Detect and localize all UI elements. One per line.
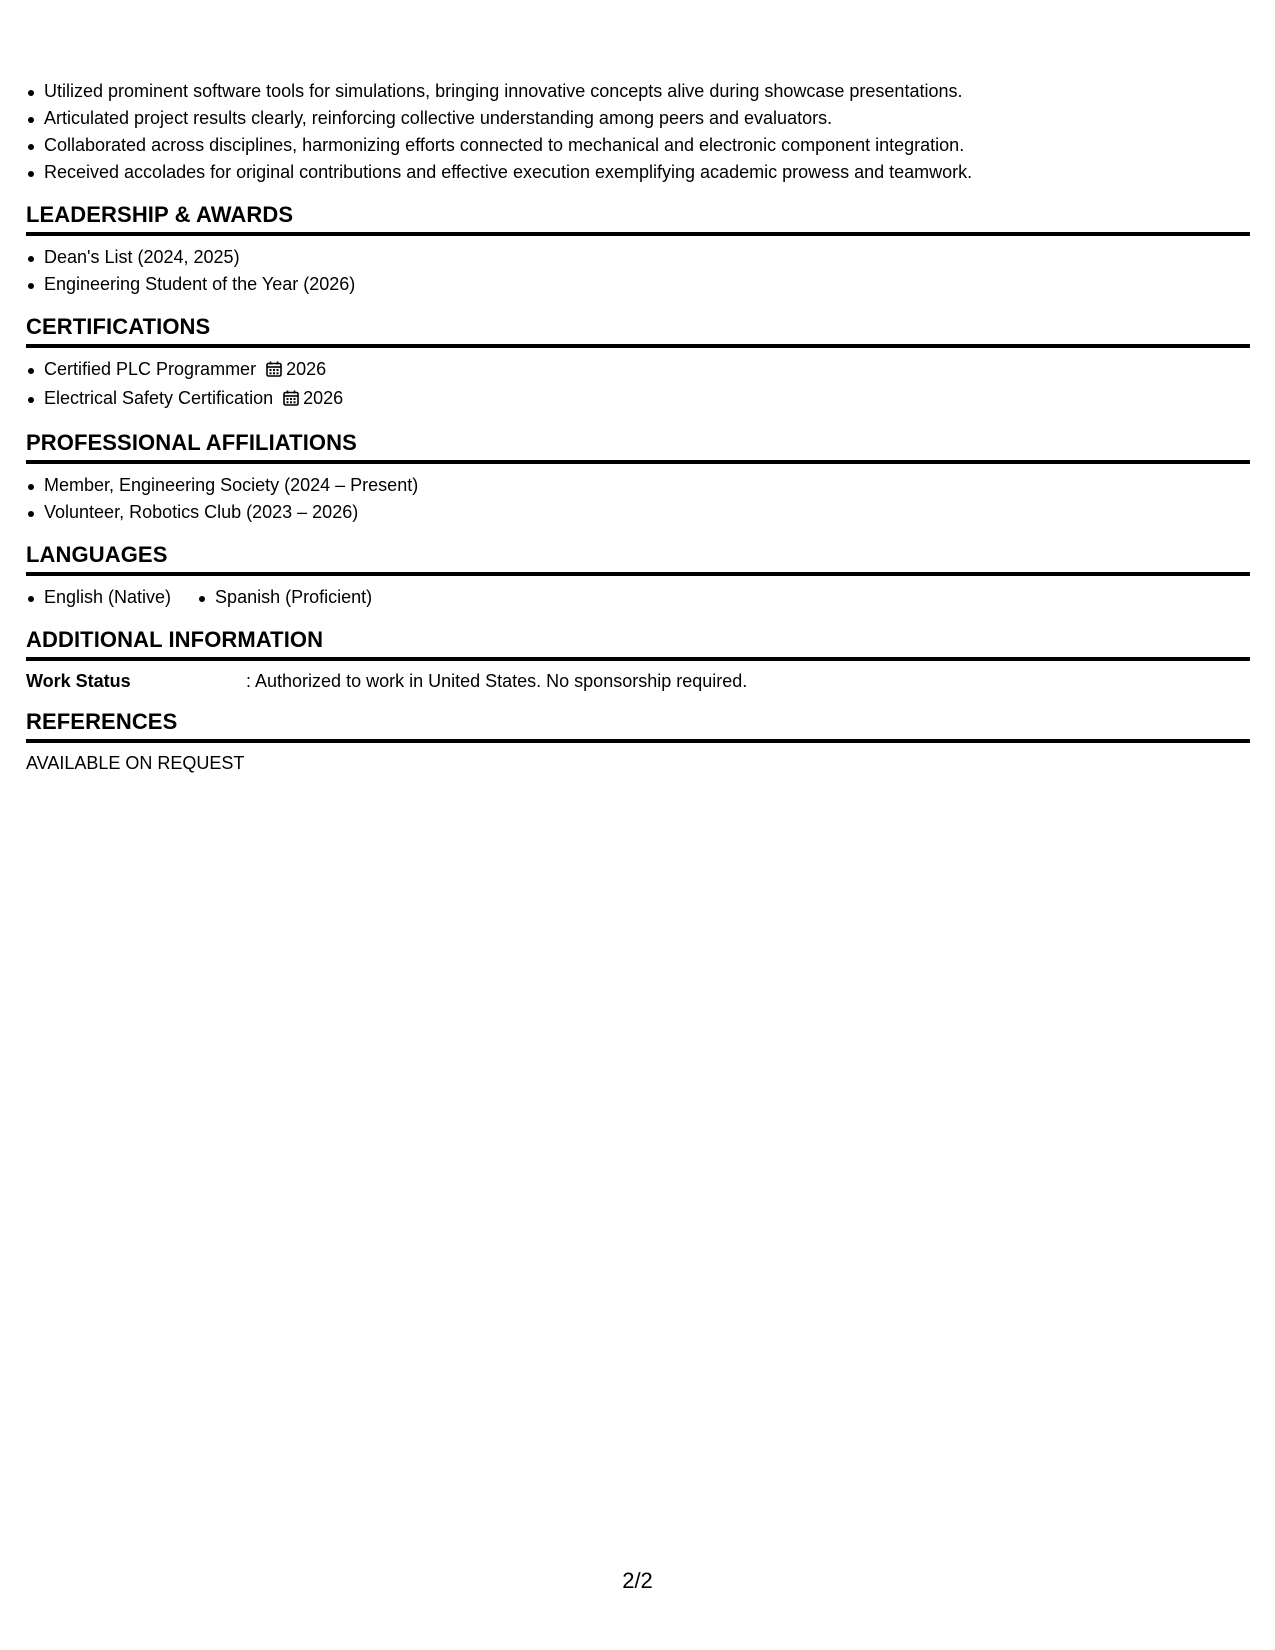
list-item: Spanish (Proficient) <box>197 584 372 611</box>
affiliations-list <box>26 472 1250 526</box>
list-item: Engineering Student of the Year (2026) <box>26 271 1250 298</box>
certification-year: 2026 <box>303 388 344 408</box>
experience-continued-list <box>26 78 1250 186</box>
certifications-section <box>26 312 1250 414</box>
section-title: ADDITIONAL INFORMATION <box>26 627 324 652</box>
affiliations-section <box>26 428 1250 526</box>
section-divider <box>26 232 1250 236</box>
languages-section <box>26 540 1250 611</box>
list-item: Volunteer, Robotics Club (2023 – 2026) <box>26 499 1250 526</box>
references-section <box>26 707 1250 775</box>
section-title: LANGUAGES <box>26 542 168 567</box>
calendar-icon <box>283 387 299 414</box>
work-status-label: Work Status <box>26 671 131 691</box>
section-title: CERTIFICATIONS <box>26 314 211 339</box>
section-title: LEADERSHIP & AWARDS <box>26 202 294 227</box>
section-divider <box>26 572 1250 576</box>
section-divider <box>26 460 1250 464</box>
list-item: Articulated project results clearly, reinforcing collective understanding among peers and evaluators. <box>26 105 1250 132</box>
page-number: 2/2 <box>622 1568 653 1593</box>
leadership-list <box>26 244 1250 298</box>
list-item: Collaborated across disciplines, harmonizing efforts connected to mechanical and electronic component integration. <box>26 132 1250 159</box>
list-item: Utilized prominent software tools for simulations, bringing innovative concepts alive during showcase presentations. <box>26 78 1250 105</box>
list-item: Received accolades for original contributions and effective execution exemplifying academic prowess and teamwork. <box>26 159 1250 186</box>
section-title: PROFESSIONAL AFFILIATIONS <box>26 430 357 455</box>
certification-name: Certified PLC Programmer <box>44 359 257 379</box>
list-item <box>26 356 1250 385</box>
section-divider <box>26 739 1250 743</box>
calendar-icon <box>266 358 282 385</box>
additional-info-section <box>26 625 1250 693</box>
list-item: English (Native) <box>26 584 171 611</box>
certifications-list <box>26 356 1250 414</box>
list-item: Member, Engineering Society (2024 – Present) <box>26 472 1250 499</box>
section-title: REFERENCES <box>26 709 178 734</box>
languages-list <box>26 584 1250 611</box>
list-item <box>26 385 1250 414</box>
certification-name: Electrical Safety Certification <box>44 388 274 408</box>
section-divider <box>26 657 1250 661</box>
leadership-section <box>26 200 1250 298</box>
references-text: AVAILABLE ON REQUEST <box>26 753 245 773</box>
work-status-value: : Authorized to work in United States. No sponsorship required. <box>246 671 748 691</box>
resume-page <box>26 78 1250 775</box>
section-divider <box>26 344 1250 348</box>
work-status-row <box>26 669 1250 693</box>
certification-year: 2026 <box>286 359 327 379</box>
list-item: Dean's List (2024, 2025) <box>26 244 1250 271</box>
